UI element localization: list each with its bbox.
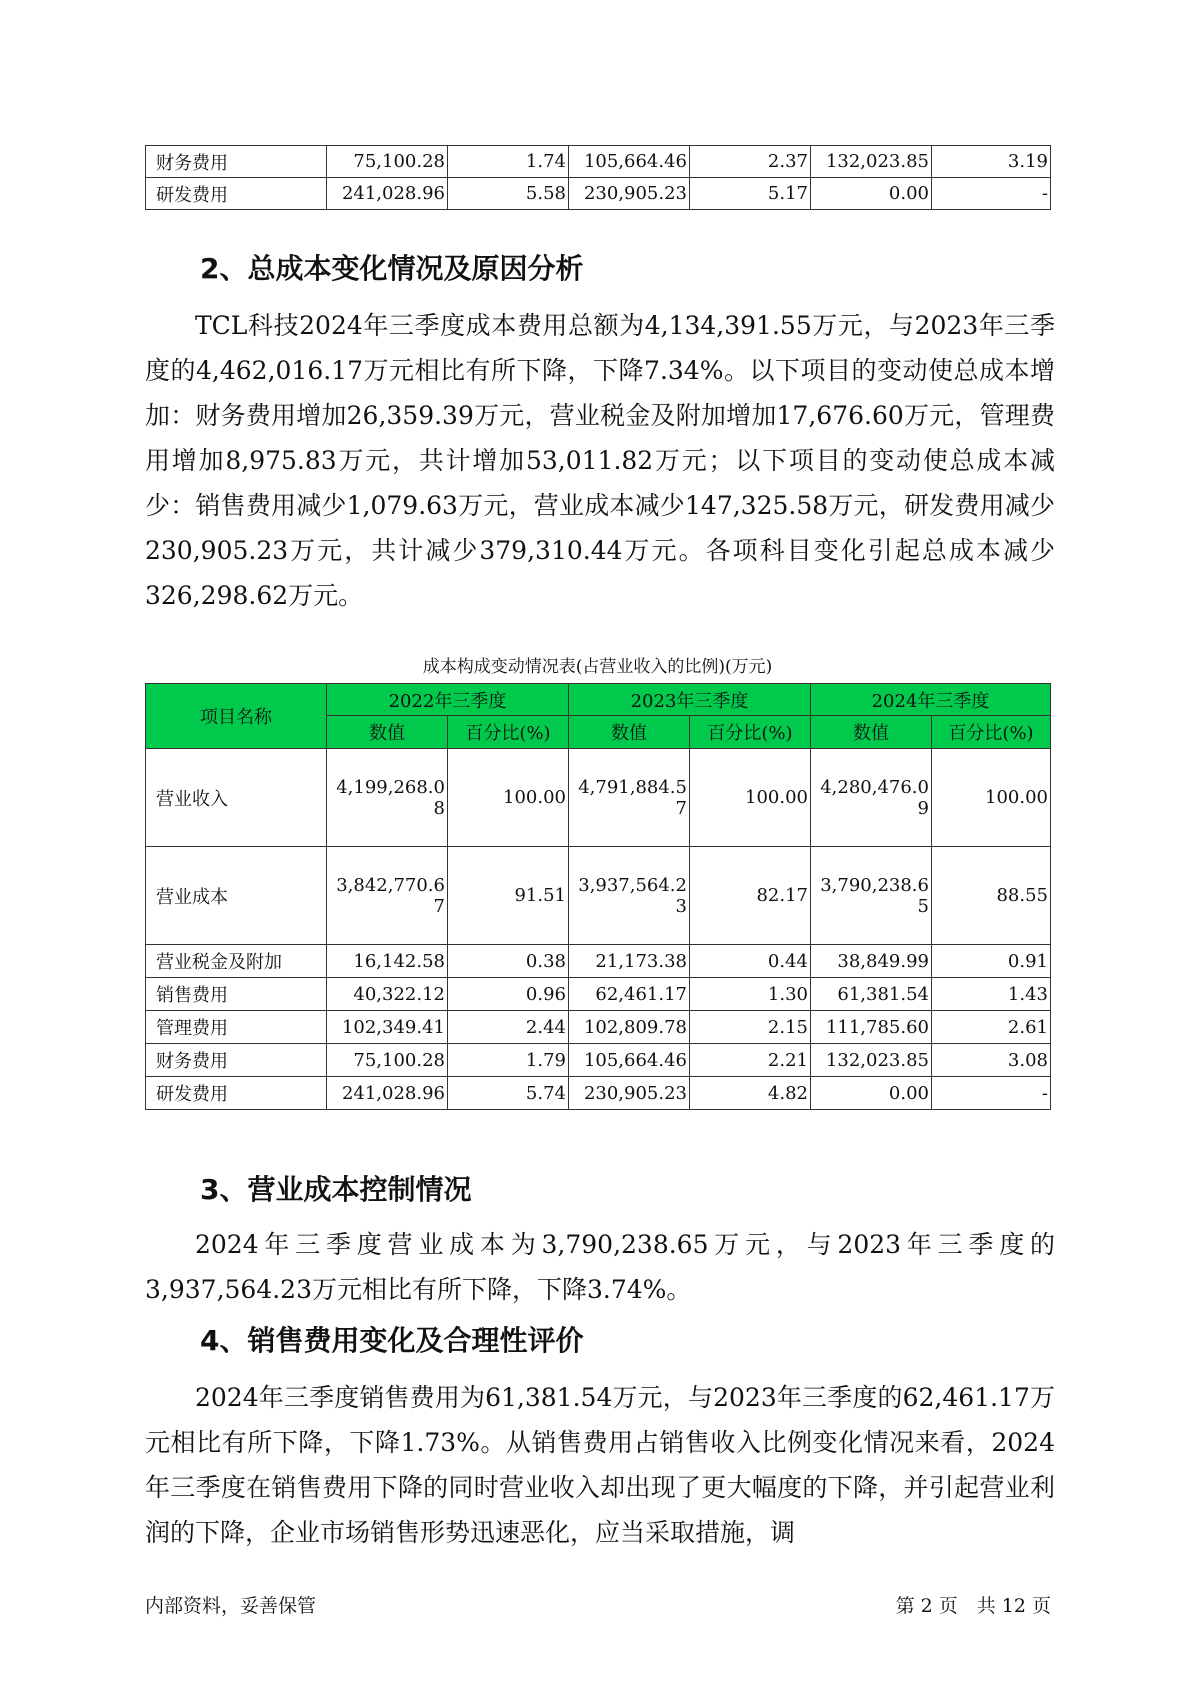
pct-2024: 2.61 [932,1011,1051,1044]
row-name: 营业成本 [146,847,327,945]
pct-2024: 3.08 [932,1044,1051,1077]
table-row [146,847,1051,945]
value-2023: 105,664.46 [569,146,690,178]
pct-2022: 1.74 [448,146,569,178]
value-2023: 3,937,564.23 [569,847,690,945]
pct-2022: 100.00 [448,749,569,847]
value-2022: 75,100.28 [327,146,448,178]
pct-2024: 0.91 [932,945,1051,978]
section-heading: 3、营业成本控制情况 [200,1173,472,1206]
pct-2024: 1.43 [932,978,1051,1011]
pct-2023: 5.17 [690,178,811,210]
table-row [146,1077,1051,1110]
row-name: 财务费用 [146,146,327,178]
value-2023: 62,461.17 [569,978,690,1011]
table-row [146,945,1051,978]
paragraph-text: 2024年三季度营业成本为3,790,238.65万元，与2023年三季度的3,937,564.23万元相比有所下降，下降3.74%。 [145,1230,1055,1304]
pct-2022: 2.44 [448,1011,569,1044]
value-2022: 241,028.96 [327,178,448,210]
table-row [146,1044,1051,1077]
pct-2024: 3.19 [932,146,1051,178]
cost-table-continued [145,145,1051,210]
value-2024: 0.00 [811,178,932,210]
paragraph-text: TCL科技2024年三季度成本费用总额为4,134,391.55万元，与2023年三季度的4,462,016.17万元相比有所下降，下降7.34%。以下项目的变动使总成本增加：财务费用增加26,359.39万元，营业税金及附加增加17,676.60万元，管理费用增加8,975.83万元，共计增加53,011.82万元；以下项目的变动使总成本减少：销售费用减少1,079.63万元，营业成本减少147,325.58万元，研发费用减少230,905.23万元，共计减少379,310.44万元。各项科目变化引起总成本减少326,298.62万元。 [145,311,1055,610]
header-item-name: 项目名称 [146,684,327,749]
value-2022: 102,349.41 [327,1011,448,1044]
pct-2024: - [932,178,1051,210]
row-name: 营业税金及附加 [146,945,327,978]
pct-2024: 100.00 [932,749,1051,847]
pct-2023: 100.00 [690,749,811,847]
value-2024: 3,790,238.65 [811,847,932,945]
header-value: 数值 [811,716,932,749]
value-2024: 61,381.54 [811,978,932,1011]
table-row [146,1011,1051,1044]
value-2024: 0.00 [811,1077,932,1110]
body-paragraph [145,303,1055,618]
row-name: 营业收入 [146,749,327,847]
header-year-2023: 2023年三季度 [569,684,811,716]
pct-2022: 0.96 [448,978,569,1011]
header-year-2024: 2024年三季度 [811,684,1051,716]
pct-2023: 2.15 [690,1011,811,1044]
header-row [146,684,1051,716]
pct-2022: 5.58 [448,178,569,210]
value-2023: 21,173.38 [569,945,690,978]
value-2022: 40,322.12 [327,978,448,1011]
pct-2023: 1.30 [690,978,811,1011]
footer-page-number: 第 2 页 共 12 页 [895,1595,1051,1617]
table-caption: 成本构成变动情况表(占营业收入的比例)(万元) [422,657,773,677]
header-pct: 百分比(%) [448,716,569,749]
pct-2023: 4.82 [690,1077,811,1110]
header-value: 数值 [327,716,448,749]
value-2024: 111,785.60 [811,1011,932,1044]
row-name: 研发费用 [146,1077,327,1110]
pct-2024: - [932,1077,1051,1110]
pct-2023: 82.17 [690,847,811,945]
value-2023: 105,664.46 [569,1044,690,1077]
body-paragraph [145,1375,1055,1555]
table-row [146,978,1051,1011]
value-2024: 132,023.85 [811,146,932,178]
table-row [146,749,1051,847]
row-name: 管理费用 [146,1011,327,1044]
pct-2023: 2.21 [690,1044,811,1077]
pct-2022: 0.38 [448,945,569,978]
row-name: 研发费用 [146,178,327,210]
value-2024: 132,023.85 [811,1044,932,1077]
value-2022: 75,100.28 [327,1044,448,1077]
value-2024: 4,280,476.09 [811,749,932,847]
value-2023: 230,905.23 [569,1077,690,1110]
value-2023: 230,905.23 [569,178,690,210]
header-pct: 百分比(%) [932,716,1051,749]
header-year-2022: 2022年三季度 [327,684,569,716]
section-heading: 2、总成本变化情况及原因分析 [200,252,584,285]
pct-2022: 91.51 [448,847,569,945]
value-2022: 3,842,770.67 [327,847,448,945]
body-paragraph [145,1222,1055,1312]
table-row [146,146,1051,178]
pct-2023: 0.44 [690,945,811,978]
table-row [146,178,1051,210]
value-2022: 241,028.96 [327,1077,448,1110]
pct-2023: 2.37 [690,146,811,178]
value-2022: 4,199,268.08 [327,749,448,847]
value-2022: 16,142.58 [327,945,448,978]
row-name: 销售费用 [146,978,327,1011]
header-value: 数值 [569,716,690,749]
cost-structure-table [145,683,1051,1110]
section-heading: 4、销售费用变化及合理性评价 [200,1324,584,1357]
value-2023: 4,791,884.57 [569,749,690,847]
footer-left: 内部资料，妥善保管 [145,1595,317,1617]
row-name: 财务费用 [146,1044,327,1077]
value-2024: 38,849.99 [811,945,932,978]
paragraph-text: 2024年三季度销售费用为61,381.54万元，与2023年三季度的62,461.17万元相比有所下降，下降1.73%。从销售费用占销售收入比例变化情况来看，2024年三季度在销售费用下降的同时营业收入却出现了更大幅度的下降，并引起营业利润的下降，企业市场销售形势迅速恶化，应当采取措施，调 [145,1383,1055,1547]
pct-2024: 88.55 [932,847,1051,945]
pct-2022: 5.74 [448,1077,569,1110]
pct-2022: 1.79 [448,1044,569,1077]
header-pct: 百分比(%) [690,716,811,749]
value-2023: 102,809.78 [569,1011,690,1044]
